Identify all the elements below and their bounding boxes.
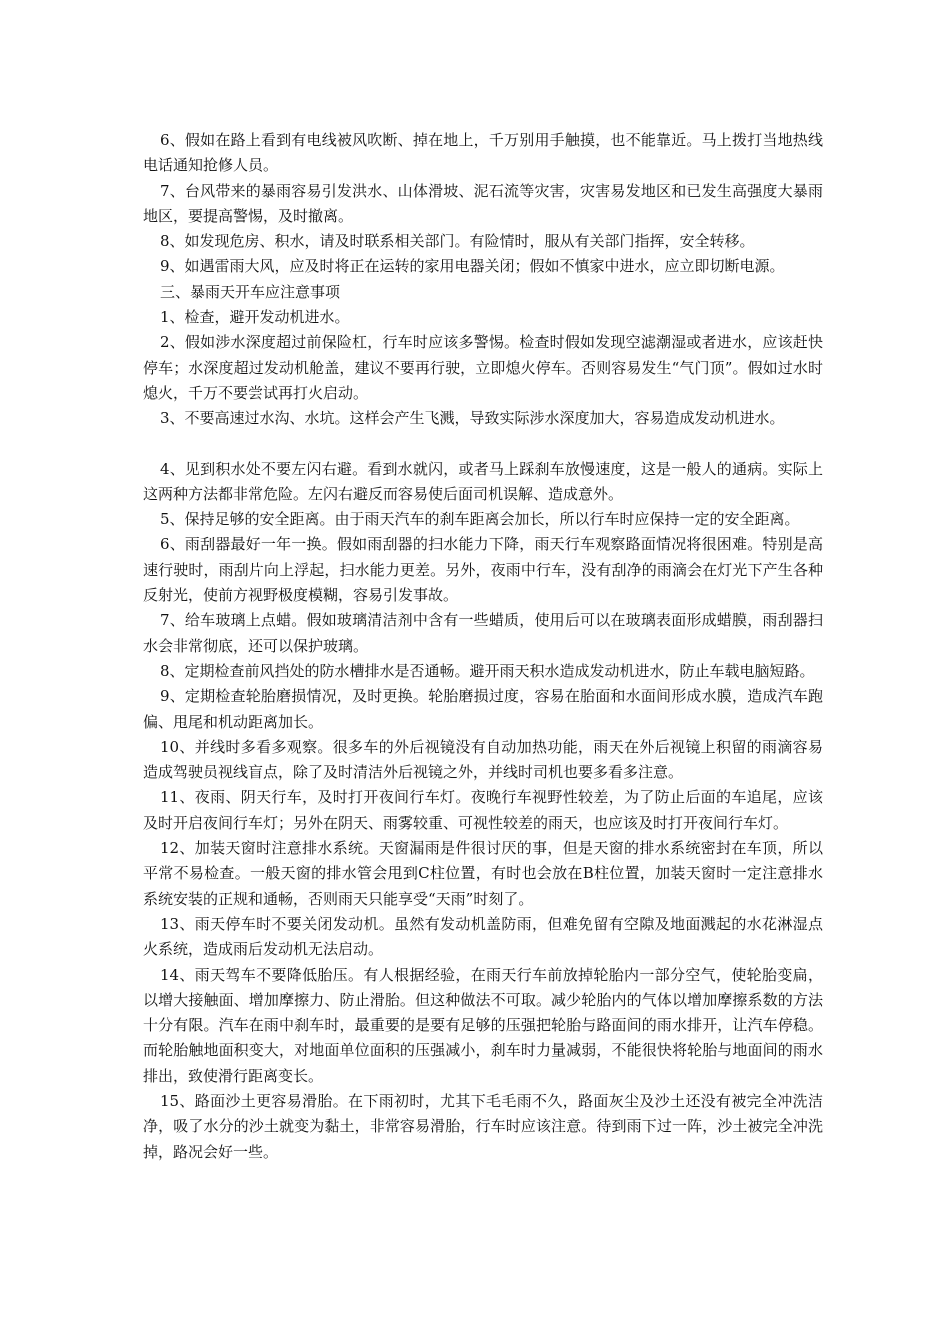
paragraph-driving-14: 14、雨天驾车不要降低胎压。有人根据经验，在雨天行车前放掉轮胎内一部分空气，使轮胎变扁，以增大接触面、增加摩擦力、防止滑胎。但这种做法不可取。减少轮胎内的气体以增加摩擦系数的方法十分有限。汽车在雨中刹车时，最重要的是要有足够的压强把轮胎与路面间的雨水排开，让汽车停稳。而轮胎触地面积变大，对地面单位面积的压强减小，刹车时力量减弱，不能很快将轮胎与地面间的雨水排出，致使滑行距离变长。 [143,965,823,1085]
paragraph-driving-6: 6、雨刮器最好一年一换。假如雨刮器的扫水能力下降，雨天行车观察路面情况将很困难。特别是高速行驶时，雨刮片向上浮起，扫水能力更差。另外，夜雨中行车，没有刮净的雨滴会在灯光下产生各种反射光，使前方视野极度模糊，容易引发事故。 [143,535,823,605]
paragraph-driving-8: 8、定期检查前风挡处的防水槽排水是否通畅。避开雨天积水造成发动机进水，防止车载电脑短路。 [160,661,815,680]
document-body [143,128,823,1165]
paragraph-item-6-power-line: 6、假如在路上看到有电线被风吹断、掉在地上，千万别用手触摸，也不能靠近。马上拨打当地热线电话通知抢修人员。 [143,131,823,175]
paragraph-driving-3: 3、不要高速过水沟、水坑。这样会产生飞溅，导致实际涉水深度加大，容易造成发动机进水。 [160,409,785,428]
paragraph-driving-7: 7、给车玻璃上点蜡。假如玻璃清洁剂中含有一些蜡质，使用后可以在玻璃表面形成蜡膜，雨刮器扫水会非常彻底，还可以保护玻璃。 [143,611,823,655]
paragraph-driving-5: 5、保持足够的安全距离。由于雨天汽车的刹车距离会加长，所以行车时应保持一定的安全距离。 [160,510,800,529]
paragraph-driving-10: 10、并线时多看多观察。很多车的外后视镜没有自动加热功能，雨天在外后视镜上积留的雨滴容易造成驾驶员视线盲点，除了及时清洁外后视镜之外，并线时司机也要多看多注意。 [143,737,823,782]
paragraph-driving-15: 15、路面沙土更容易滑胎。在下雨初时，尤其下毛毛雨不久，路面灰尘及沙土还没有被完全冲洗洁净，吸了水分的沙土就变为黏土，非常容易滑胎，行车时应该注意。待到雨下过一阵，沙土被完全冲洗掉，路况会好一些。 [143,1091,823,1161]
paragraph-gap [143,432,823,457]
paragraph-driving-2: 2、假如涉水深度超过前保险杠，行车时应该多警惕。检查时假如发现空滤潮湿或者进水，应该赶快停车；水深度超过发动机舱盖，建议不要再行驶，立即熄火停车。否则容易发生“气门顶”。假如过水时熄火，千万不要尝试再打火启动。 [143,333,823,402]
section-heading-driving: 三、暴雨天开车应注意事项 [160,282,341,301]
paragraph-driving-1: 1、检查，避开发动机进水。 [160,308,350,327]
paragraph-item-8-dangerous-house: 8、如发现危房、积水，请及时联系相关部门。有险情时，服从有关部门指挥，安全转移。 [160,232,755,251]
paragraph-driving-11: 11、夜雨、阴天行车，及时打开夜间行车灯。夜晚行车视野性较差，为了防止后面的车追尾，应该及时开启夜间行车灯；另外在阴天、雨雾较重、可视性较差的雨天，也应该及时打开夜间行车灯。 [143,788,823,832]
paragraph-item-9-thunderstorm: 9、如遇雷雨大风，应及时将正在运转的家用电器关闭；假如不慎家中进水，应立即切断电源。 [160,257,785,276]
paragraph-driving-4: 4、见到积水处不要左闪右避。看到水就闪，或者马上踩刹车放慢速度，这是一般人的通病。实际上这两种方法都非常危险。左闪右避反而容易使后面司机误解、造成意外。 [143,459,823,503]
paragraph-driving-13: 13、雨天停车时不要关闭发动机。虽然有发动机盖防雨，但难免留有空隙及地面溅起的水花淋湿点火系统，造成雨后发动机无法启动。 [143,914,823,959]
paragraph-item-7-typhoon: 7、台风带来的暴雨容易引发洪水、山体滑坡、泥石流等灾害，灾害易发地区和已发生高强度大暴雨地区，要提高警惕，及时撤离。 [143,181,823,225]
paragraph-driving-9: 9、定期检查轮胎磨损情况，及时更换。轮胎磨损过度，容易在胎面和水面间形成水膜，造成汽车跑偏、甩尾和机动距离加长。 [143,687,823,731]
paragraph-driving-12: 12、加装天窗时注意排水系统。天窗漏雨是件很讨厌的事，但是天窗的排水系统密封在车顶，所以平常不易检查。一般天窗的排水管会甩到C柱位置，有时也会放在B柱位置，加装天窗时一定注意排水系统安装的正规和通畅，否则雨天只能享受“天雨”时刻了。 [143,839,823,908]
